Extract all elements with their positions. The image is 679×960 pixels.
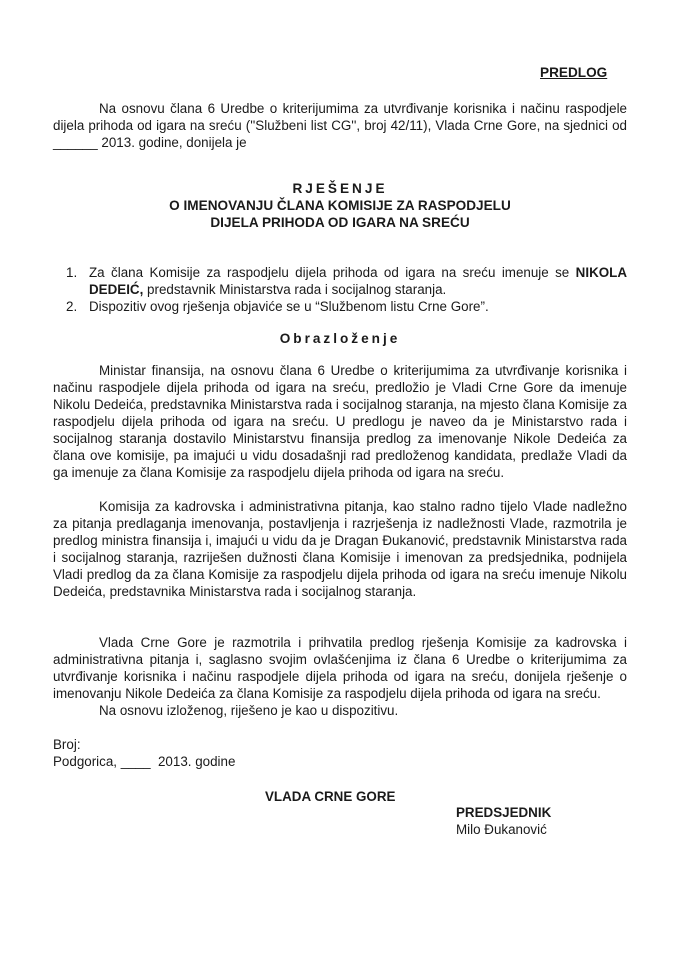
signatory-name: Milo Đukanović: [456, 822, 547, 837]
document-status-label: PREDLOG: [540, 65, 608, 80]
government-name: VLADA CRNE GORE: [265, 789, 396, 804]
title-subject-line2: DIJELA PRIHODA OD IGARA NA SREĆU: [210, 215, 470, 230]
date-blank: ____: [120, 754, 151, 769]
date-year: 2013. godine: [150, 754, 236, 769]
paragraph-text: Komisija za kadrovska i administrativna pitanja, kao stalno radno tijelo Vlade nadležno za pitanja predlaganja imenovanja, postavljenja i razrješenja iz nadležnosti Vlade, razmotrila je predlog ministra finansija i, imajući u vidu da je Dragan Đukanović, predstavnik Ministarstva rada i socijalnog staranja, razriješen dužnosti člana Komisije i imenovan za predsjednika, podnijela Vladi predlog da za člana Komisije za raspodjelu dijela prihoda od igara na sreću imenuje Nikolu Dedeića, predstavnika Ministarstva rada i socijalnog staranja.: [53, 499, 627, 599]
reasoning-heading: Obrazloženje: [279, 331, 401, 346]
document-title: [53, 180, 627, 231]
title-resenje: RJEŠENJE: [292, 181, 388, 196]
item-number: 1.: [66, 265, 78, 280]
reasoning-paragraph-3: [53, 634, 627, 702]
item-text: Dispozitiv ovog rješenja objaviće se u “Službenom listu Crne Gore”.: [89, 299, 489, 314]
intro-text-end: 2013. godine, donijela je: [97, 135, 247, 150]
title-subject-line1: O IMENOVANJU ČLANA KOMISIJE ZA RASPODJELU: [169, 198, 511, 213]
session-date-blank: ______: [53, 135, 98, 150]
place: Podgorica,: [53, 754, 121, 769]
intro-text: Na osnovu člana 6 Uredbe o kriterijumima za utvrđivanje korisnika i načinu raspodjele dijela prihoda od igara na sreću (''Službeni list CG'', broj 42/11), Vlada Crne Gore, na sjednici od: [53, 101, 627, 133]
number-label: Broj:: [53, 737, 81, 752]
paragraph-text: Na osnovu izloženog, riješeno je kao u dispozitivu.: [99, 703, 399, 718]
intro-paragraph: [53, 100, 627, 151]
item-text: Za člana Komisije za raspodjelu dijela prihoda od igara na sreću imenuje se: [89, 265, 576, 280]
dispositive-item-1: [66, 264, 627, 298]
place-date: [53, 753, 235, 770]
signatory-title: PREDSJEDNIK: [456, 805, 552, 820]
reference-block: [53, 736, 235, 770]
dispositive-list: [66, 264, 627, 315]
reasoning-paragraph-1: [53, 362, 627, 481]
item-number: 2.: [66, 299, 78, 314]
paragraph-text: Ministar finansija, na osnovu člana 6 Uredbe o kriterijumima za utvrđivanje korisnika i načinu raspodjele dijela prihoda od igara na sreću, predložio je Vladi Crne Gore da imenuje Nikolu Dedeića, predstavnika Ministarstva rada i socijalnog staranja, na mjesto člana Komisije za raspodjelu dijela prihoda od igara na sreću. U predlogu je naveo da je Ministarstvo rada i socijalnog staranja dostavilo Ministarstvu finansija predlog za imenovanje Nikole Dedeića za člana ove komisije, pa imajući u vidu dosadašnji rad predloženog kandidata, predlaže Vladi da ga imenuje za člana Komisije za raspodjelu dijela prihoda od igara na sreću.: [53, 363, 627, 480]
reasoning-paragraph-4: [53, 702, 627, 719]
appointee-name: NIKOLA DEDEIĆ,: [89, 265, 627, 297]
reasoning-paragraph-2: [53, 498, 627, 600]
paragraph-text: Vlada Crne Gore je razmotrila i prihvatila predlog rješenja Komisije za kadrovska i administrativna pitanja i, saglasno svojim ovlašćenjima iz člana 6 Uredbe o kriterijumima za utvrđivanje korisnika i načinu raspodjele dijela prihoda od igara na sreću, donijela rješenje o imenovanju Nikole Dedeića za člana Komisije za raspodjelu dijela prihoda od igara na sreću.: [53, 635, 627, 701]
item-text-end: predstavnik Ministarstva rada i socijalnog staranja.: [143, 282, 447, 297]
dispositive-item-2: [66, 298, 627, 315]
